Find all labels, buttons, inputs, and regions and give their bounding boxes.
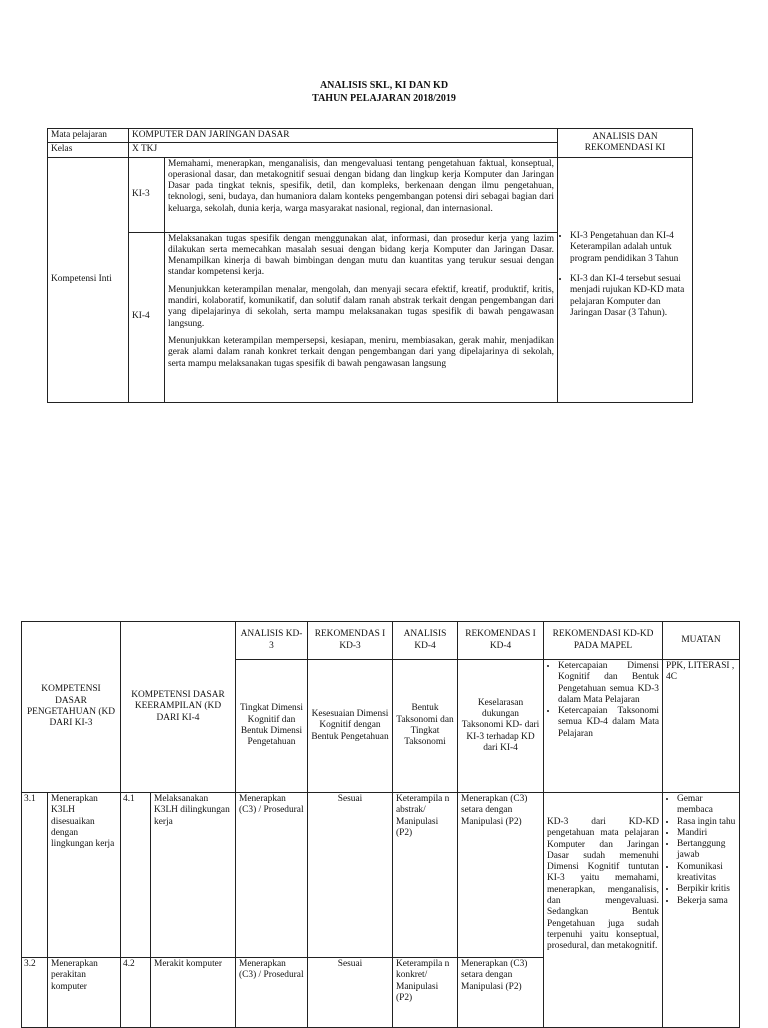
muatan-item: • Mandiri — [677, 828, 736, 839]
ki-analysis-table — [47, 128, 693, 403]
header-rekom-mapel: REKOMENDASI KD-KD PADA MAPEL — [544, 622, 663, 660]
ki4-text — [165, 232, 558, 402]
kelas-value: X TKJ — [129, 143, 558, 157]
rekom-kd3-cell: Sesuai — [308, 958, 393, 1028]
kd3-text: Menerapkan perakitan komputer — [48, 958, 121, 1028]
kd-analysis-table — [21, 621, 740, 1028]
kd3-number: 3.2 — [22, 958, 48, 1028]
ki4-paragraph-2: Menunjukkan keterampilan menalar, mengolah, dan menyaji secara efektif, kreatif, produktif, kritis, mandiri, kolaboratif, komunikatif, dan solutif dalam ranah abstrak terkait dengan pengembangan dari yang dipelajarinya di sekolah, serta mampu melaksanakan tugas spesifik di bawah pengawasan langsung. — [168, 284, 554, 329]
document-subtitle: TAHUN PELAJARAN 2018/2019 — [312, 93, 456, 104]
sub-rekom-item: • Ketercapaian Taksonomi semua KD-4 dalam Mata Pelajaran — [558, 706, 659, 740]
rekom-item: • KI-3 dan KI-4 tersebut sesuai menjadi rujukan KD-KD mata pelajaran Komputer dan Jaringan Dasar (3 Tahun). — [570, 274, 689, 319]
kd4-number: 4.1 — [121, 793, 151, 958]
ki4-paragraph-1: Melaksanakan tugas spesifik dengan menggunakan alat, informasi, dan prosedur kerja yang lazim dilakukan serta memecahkan masalah sesuai dengan bidang kerja Komputer dan Jaringan Dasar. Menampilkan kinerja di bawah bimbingan dengan mutu dan kuantitas yang terukur sesuai dengan standar kompetensi kerja. — [168, 233, 554, 278]
kd4-number: 4.2 — [121, 958, 151, 1028]
header-kd4: KOMPETENSI DASAR KEERAMPILAN (KD DARI KI-4 — [121, 622, 236, 793]
rekom-item: • KI-3 Pengetahuan dan KI-4 Keterampilan adalah untuk program pendidikan 3 Tahun — [570, 231, 689, 265]
kd4-text: Merakit komputer — [151, 958, 236, 1028]
analisis-kd3-cell: Menerapkan (C3) / Prosedural — [236, 958, 308, 1028]
sub-rekom-kd4: Keselarasan dukungan Taksonomi KD- dari KI-3 terhadap KD dari KI-4 — [458, 660, 544, 793]
sub-rekom-item: • Ketercapaian Dimensi Kognitif dan Bentuk Pengetahuan semua KD-3 dalam Mata Pelajaran — [558, 661, 659, 706]
header-kd3: KOMPETENSI DASAR PENGETAHUAN (KD DARI KI-3 — [22, 622, 121, 793]
muatan-cell — [663, 793, 740, 1028]
ki-recommendation — [558, 157, 693, 402]
header-analisis-kd3: ANALISIS KD-3 — [236, 622, 308, 660]
mapel-value: KOMPUTER DAN JARINGAN DASAR — [129, 129, 558, 143]
ki3-text: Memahami, menerapkan, menganalisis, dan mengevaluasi tentang pengetahuan faktual, konseptual, operasional dasar, dan metakognitif sesuai dengan bidang dan lingkup kerja Komputer dan Jaringan Dasar pada tingkat teknis, spesifik, detil, dan kompleks, berkenaan dengan ilmu pengetahuan, teknologi, seni, budaya, dan humaniora dalam konteks pengembangan potensi diri sebagai bagian dari keluarga, sekolah, dunia kerja, warga masyarakat nasional, regional, dan internasional. — [165, 157, 558, 232]
sub-rekom-mapel — [544, 660, 663, 793]
muatan-item: • Bertanggung jawab — [677, 839, 736, 862]
analisis-kd4-cell: Keterampila n abstrak/ Manipulasi (P2) — [393, 793, 458, 958]
analisis-header: ANALISIS DAN REKOMENDASI KI — [558, 129, 693, 158]
muatan-item: • Berpikir kritis — [677, 884, 736, 895]
ki4-paragraph-3: Menunjukkan keterampilan mempersepsi, kesiapan, meniru, membiasakan, gerak mahir, menjadikan gerak alami dalam ranah konkret terkait dengan pengembangan dari yang dipelajarinya di sekolah, serta mampu melaksanakan tugas spesifik di bawah pengawasan langsung — [168, 335, 554, 369]
muatan-item: • Gemar membaca — [677, 794, 736, 817]
muatan-item: • Rasa ingin tahu — [677, 817, 736, 828]
ki4-code: KI-4 — [129, 232, 165, 402]
ki3-code: KI-3 — [129, 157, 165, 232]
sub-analisis-kd4: Bentuk Taksonomi dan Tingkat Taksonomi — [393, 660, 458, 793]
header-rekom-kd4: REKOMENDAS I KD-4 — [458, 622, 544, 660]
document-title: ANALISIS SKL, KI DAN KD — [319, 80, 449, 91]
rekom-mapel-cell: KD-3 dari KD-KD pengetahuan mata pelajaran Komputer dan Jaringan Dasar sudah memenuhi Dimensi Kognitif tuntutan KI-3 yaitu memahami, menerapkan, menganalisis, dan mengevaluasi. Sedangkan Bentuk Pengetahuan juga sudah terpenuhi yaitu konseptual, prosedural, dan metakognitif. — [544, 793, 663, 1028]
sub-rekom-kd3: Kesesuaian Dimensi Kognitif dengan Bentuk Pengetahuan — [308, 660, 393, 793]
kd4-text: Melaksanakan K3LH dilingkungan kerja — [151, 793, 236, 958]
analisis-kd4-cell: Keterampila n konkret/ Manipulasi (P2) — [393, 958, 458, 1028]
muatan-item: • Bekerja sama — [677, 896, 736, 907]
ki-label: Kompetensi Inti — [48, 157, 129, 402]
analisis-kd3-cell: Menerapkan (C3) / Prosedural — [236, 793, 308, 958]
mapel-label: Mata pelajaran — [48, 129, 129, 143]
header-muatan: MUATAN — [663, 622, 740, 660]
rekom-kd4-cell: Menerapkan (C3) setara dengan Manipulasi (P2) — [458, 958, 544, 1028]
kelas-label: Kelas — [48, 143, 129, 157]
header-analisis-kd4: ANALISIS KD-4 — [393, 622, 458, 660]
rekom-kd3-cell: Sesuai — [308, 793, 393, 958]
kd3-number: 3.1 — [22, 793, 48, 958]
sub-muatan: PPK, LITERASI , 4C — [663, 660, 740, 793]
header-rekom-kd3: REKOMENDAS I KD-3 — [308, 622, 393, 660]
rekom-kd4-cell: Menerapkan (C3) setara dengan Manipulasi (P2) — [458, 793, 544, 958]
kd3-text: Menerapkan K3LH disesuaikan dengan lingkungan kerja — [48, 793, 121, 958]
sub-analisis-kd3: Tingkat Dimensi Kognitif dan Bentuk Dimensi Pengetahuan — [236, 660, 308, 793]
muatan-item: • Komunikasi kreativitas — [677, 862, 736, 885]
